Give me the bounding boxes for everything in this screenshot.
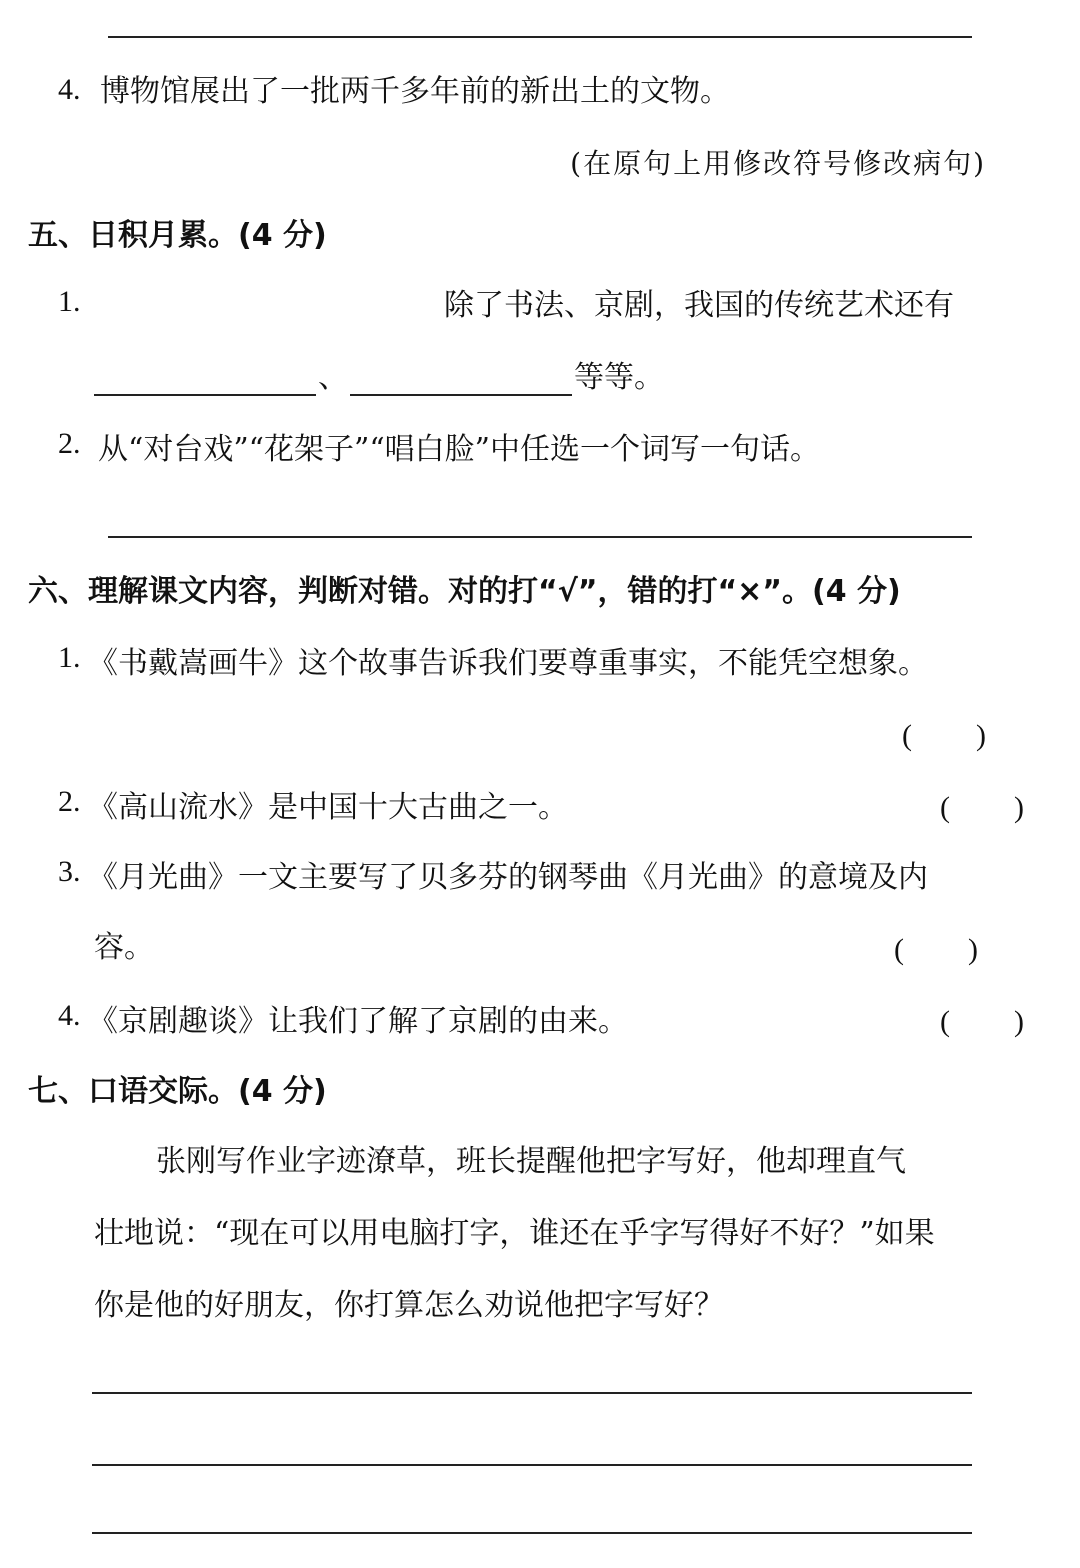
section-7-title: 七、口语交际。(4 分) [28,1074,327,1109]
s5-blank-1[interactable] [94,394,316,396]
s5-item2-text: 从“对台戏”“花架子”“唱白脸”中任选一个词写一句话。 [98,432,821,467]
s7-paragraph-line-2: 壮地说：“现在可以用电脑打字，谁还在乎字写得好不好？”如果 [94,1216,935,1251]
s5-item2-number: 2. [58,427,81,460]
s6-item3-number: 3. [58,855,81,888]
q4-number: 4. [58,73,81,106]
section-5-title: 五、日积月累。(4 分) [28,218,327,253]
s5-answer-line[interactable] [108,536,972,538]
paren-close: ) [976,719,986,752]
s6-item2-answer-paren[interactable] [940,788,1024,828]
s6-item3-text: 《月光曲》一文主要写了贝多芬的钢琴曲《月光曲》的意境及内 [88,860,928,895]
s7-answer-line-3[interactable] [92,1532,972,1534]
s6-item4-answer-paren[interactable] [940,1002,1024,1042]
s6-item4-text: 《京剧趣谈》让我们了解了京剧的由来。 [88,1004,628,1039]
s5-item1-number: 1. [58,285,81,318]
s7-paragraph-line-3: 你是他的好朋友，你打算怎么劝说他把字写好？ [94,1288,724,1323]
paren-open: ( [940,791,950,824]
paren-close: ) [1014,791,1024,824]
s5-blank-2[interactable] [350,394,572,396]
paren-open: ( [902,719,912,752]
s6-item3-text-cont: 容。 [94,930,154,965]
s7-answer-line-1[interactable] [92,1392,972,1394]
paren-close: ) [1014,1005,1024,1038]
s7-answer-line-2[interactable] [92,1464,972,1466]
s6-item4-number: 4. [58,999,81,1032]
s6-item1-number: 1. [58,641,81,674]
s6-item2-number: 2. [58,785,81,818]
paren-close: ) [968,933,978,966]
s6-item3-answer-paren[interactable] [894,930,978,970]
paren-open: ( [894,933,904,966]
s5-item1-text: 除了书法、京剧，我国的传统艺术还有 [444,288,954,323]
s6-item2-text: 《高山流水》是中国十大古曲之一。 [88,790,568,825]
s7-paragraph-line-1: 张刚写作业字迹潦草，班长提醒他把字写好，他却理直气 [156,1144,906,1179]
q4-instruction: (在原句上用修改符号修改病句) [570,147,986,180]
q4-sentence: 博物馆展出了一批两千多年前的新出土的文物。 [100,74,730,109]
paren-open: ( [940,1005,950,1038]
s6-item1-answer-paren[interactable] [902,716,986,756]
s5-blank-separator: 、 [318,360,348,395]
s6-item1-text: 《书戴嵩画牛》这个故事告诉我们要尊重事实，不能凭空想象。 [88,646,928,681]
s5-item1-end: 等等。 [574,360,664,395]
answer-line-top[interactable] [108,36,972,38]
section-6-title: 六、理解课文内容，判断对错。对的打“√”，错的打“×”。(4 分) [28,574,901,609]
